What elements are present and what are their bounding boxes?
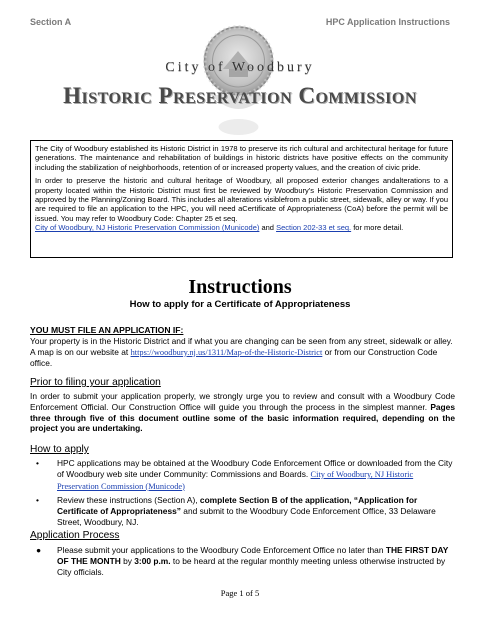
bullet-icon: ● [36, 545, 42, 555]
city-name: City of Woodbury [165, 60, 315, 75]
how-to-apply-heading: How to apply [30, 444, 89, 455]
intro-end: for more detail. [351, 223, 404, 233]
process-bullet-b: by [120, 555, 135, 566]
prior-heading: Prior to filing your application [30, 377, 161, 388]
page-subtitle: How to apply for a Certificate of Appropriateness [129, 299, 351, 310]
apply-bullet-2-bold: complete Section B of the application, “Application for Certificate of Appropriateness” [57, 495, 418, 517]
how-to-apply-list [30, 458, 455, 531]
application-process-list [30, 545, 455, 580]
must-file-section [30, 325, 455, 369]
intro-paragraph-2-text: In order to preserve the historic and cultural heritage of Woodbury, all proposed exterior changes andalterations to a property located within the Historic District must first be reviewed by Woodbury’s Historic Preservation Commission and approved by the Planning/Zoning Board. This includes all alterations visiblefrom a public street, sidewalk, alley or way. If you are required to file an application to the HPC, you will need aCertificate of Appropriateness (CoA) before the permit will be issued. You may refer to Woodbury Code: Chapter 25 et seq. [35, 176, 448, 223]
list-item [30, 545, 455, 577]
process-bullet-bold-2: 3:00 p.m. [134, 555, 171, 566]
must-file-text-1: Your property is in the Historic District and if what you are changing can be seen from any street, sidewalk or alley. A map is on our website at [30, 335, 453, 357]
list-item [30, 495, 455, 527]
document-title-header: HPC Application Instructions [325, 17, 450, 27]
page-title: Instructions [188, 276, 292, 298]
application-process-heading: Application Process [30, 530, 120, 541]
prior-text-bold: Pages three through five of this document outline some of the basic information required, depending on the project you are undertaking. [30, 401, 455, 434]
page-number: Page 1 of 5 [220, 588, 260, 598]
prior-text-plain: In order to submit your application properly, we strongly urge you to review and consult with a Woodbury Code Enforcement Official. Our Construction Office will guide you through the process in the simplest manner. [30, 391, 455, 412]
apply-bullet-2-b: and submit to the Woodbury Code Enforcement Office, 33 Delaware Street, Woodbury, NJ. [57, 506, 436, 527]
process-bullet-a: Please submit your applications to the Woodbury Code Enforcement Office no later than [57, 545, 386, 555]
intro-paragraph-1: The City of Woodbury established its Historic District in 1978 to preserve its rich cultural and architectural heritage for future generations. The maintenance and rehabilitation of buildings in historic districts have positive effects on the community including the stabilization of neighborhoods, retention of or increased property values, and the creation of civic pride. [35, 144, 448, 172]
apply-bullet-1-text: HPC applications may be obtained at the Woodbury Code Enforcement Office or downloaded from the City of Woodbury web site under Community: Commissions and Boards. [57, 458, 453, 479]
intro-paragraph-2 [35, 176, 448, 232]
municode-link-2[interactable]: City of Woodbury, NJ Historic Preservation Commission (Municode) [57, 469, 414, 491]
bullet-icon: • [36, 458, 39, 468]
municode-link[interactable]: City of Woodbury, NJ Historic Preservation Commission (Municode) [35, 223, 260, 233]
historic-district-map-link[interactable]: https://woodbury.nj.us/1311/Map-of-the-Historic-District [130, 347, 323, 357]
apply-bullet-2-a: Review these instructions (Section A), [57, 495, 200, 506]
bullet-icon: • [36, 495, 39, 506]
commission-name: Historic Preservation Commission [63, 83, 417, 108]
intro-and: and [259, 223, 277, 233]
process-bullet-c: to be heard at the regular monthly meeting unless otherwise instructed by City officials. [57, 555, 446, 577]
list-item [30, 458, 455, 492]
intro-box [30, 140, 453, 258]
must-file-text [30, 336, 455, 369]
section-label: Section A [30, 17, 72, 27]
must-file-text-2: or from our Construction Code office. [30, 346, 438, 369]
process-bullet-bold-1: THE FIRST DAY OF THE MONTH [57, 545, 449, 566]
city-seal-icon [203, 23, 274, 139]
section-202-link[interactable]: Section 202-33 et seq. [276, 223, 352, 233]
must-file-heading: YOU MUST FILE AN APPLICATION IF: [30, 325, 184, 335]
prior-text [30, 391, 455, 434]
